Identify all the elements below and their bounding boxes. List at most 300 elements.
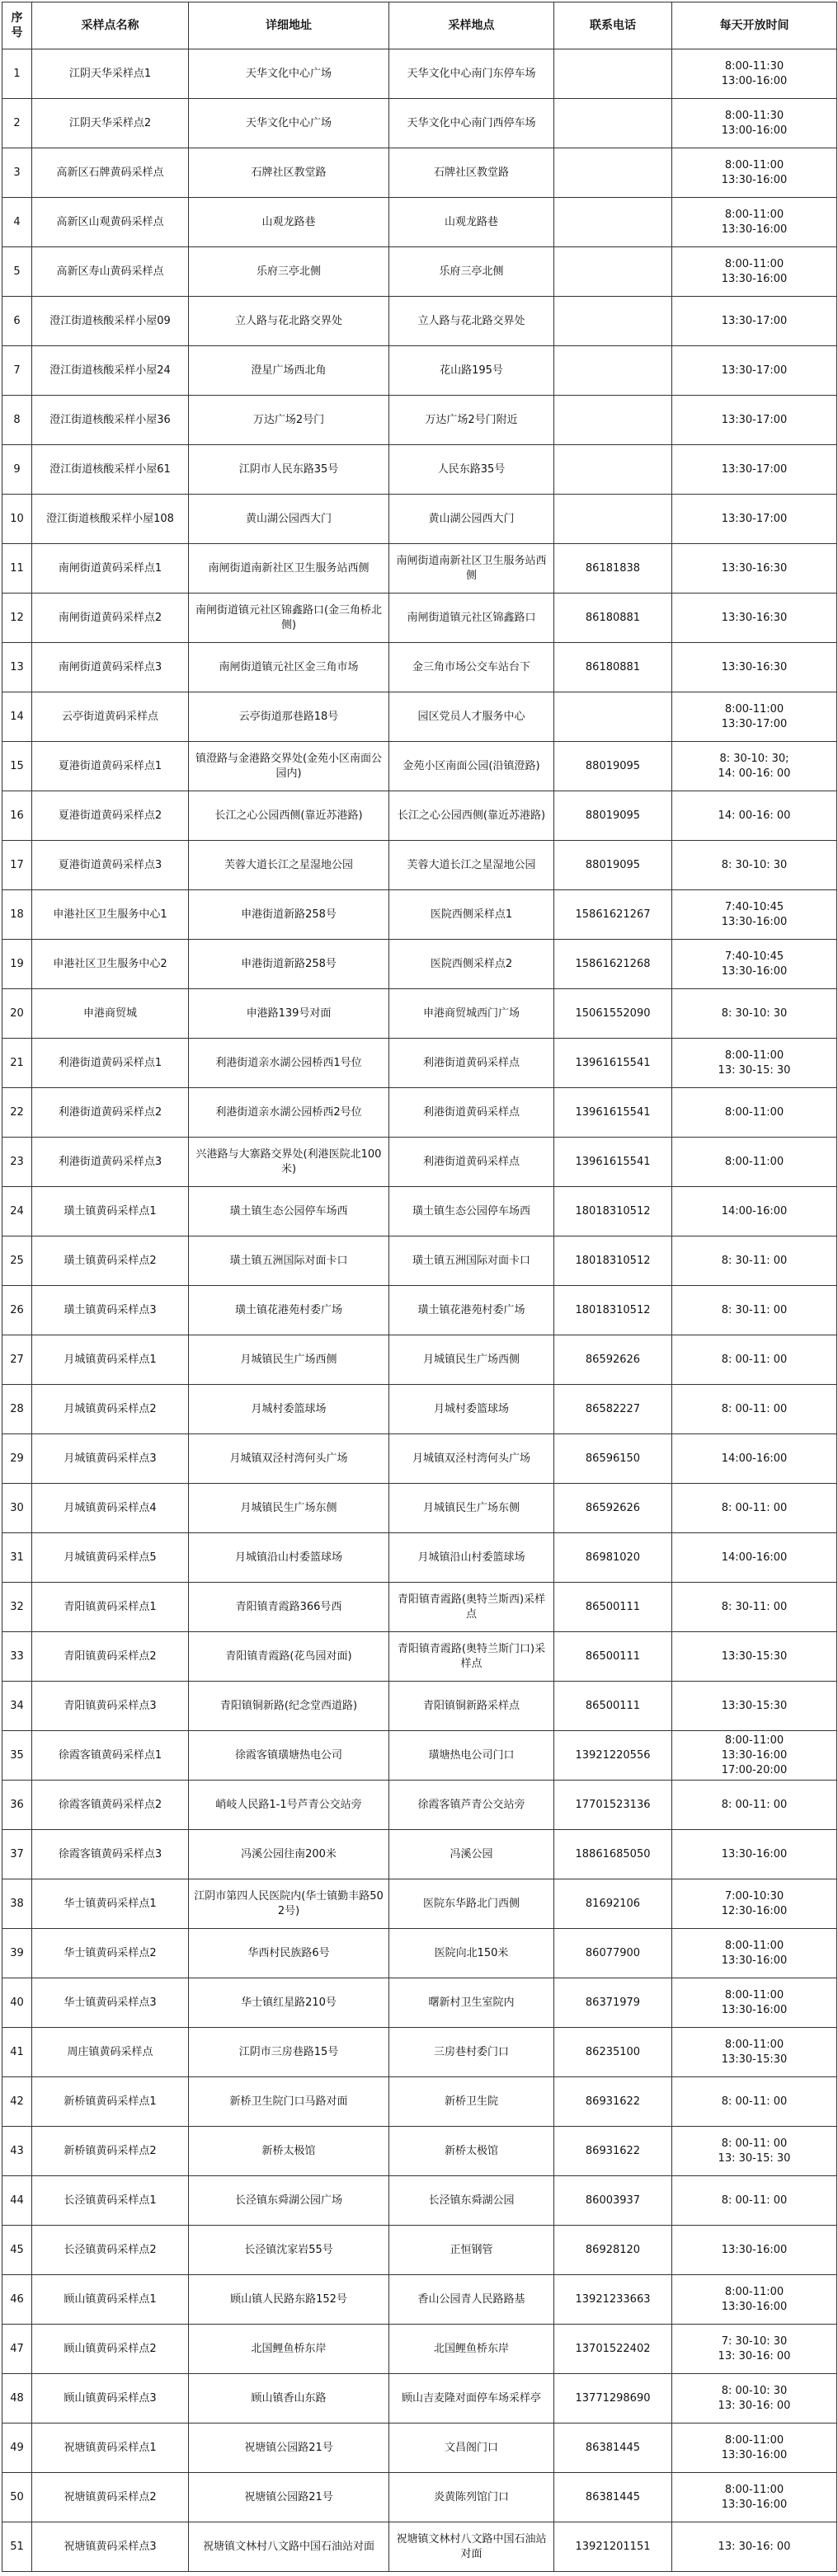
table-row [2,1533,837,1583]
row-index-cell: 5 [2,247,32,297]
site-name-cell: 周庄镇黄码采样点 [32,2028,189,2077]
table-row [2,890,837,940]
address-cell: 山观龙路巷 [189,198,389,247]
hours-cell: 7: 30-10: 30 13: 30-16: 00 [672,2325,837,2374]
address-cell: 镇澄路与金港路交界处(金苑小区南面公园内) [189,742,389,791]
phone-cell: 13771298690 [554,2374,672,2424]
address-cell: 顾山镇香山东路 [189,2374,389,2424]
phone-cell: 13961615541 [554,1138,672,1187]
phone-cell: 86592626 [554,1335,672,1385]
phone-cell: 18018310512 [554,1187,672,1236]
row-index-cell: 12 [2,594,32,643]
hours-cell: 8: 00-11: 00 [672,1781,837,1830]
location-cell: 医院西侧采样点2 [389,940,554,989]
location-cell: 月城村委篮球场 [389,1385,554,1434]
address-cell: 峭岐人民路1-1号芦青公交站旁 [189,1781,389,1830]
site-name-cell: 江阴天华采样点1 [32,49,189,99]
header-index: 序号 [2,2,32,49]
table-row [2,1632,837,1682]
row-index-cell: 42 [2,2077,32,2127]
site-name-cell: 申港社区卫生服务中心2 [32,940,189,989]
location-cell: 黄山湖公园西大门 [389,495,554,544]
site-name-cell: 月城镇黄码采样点2 [32,1385,189,1434]
hours-cell: 8: 30-11: 00 [672,1583,837,1632]
site-name-cell: 祝塘镇黄码采样点3 [32,2522,189,2572]
table-row [2,643,837,692]
hours-cell: 8: 00-11: 00 [672,2176,837,2226]
hours-cell: 8:00-11:00 13:30-16:00 [672,2424,837,2473]
site-name-cell: 华士镇黄码采样点3 [32,1978,189,2028]
site-name-cell: 青阳镇黄码采样点3 [32,1682,189,1731]
address-cell: 石牌社区教堂路 [189,148,389,198]
location-cell: 乐府三亭北侧 [389,247,554,297]
phone-cell: 86931622 [554,2077,672,2127]
phone-cell: 86981020 [554,1533,672,1583]
phone-cell: 88019095 [554,841,672,890]
phone-cell: 88019095 [554,791,672,841]
hours-cell: 13:30-16:30 [672,594,837,643]
site-name-cell: 南闸街道黄码采样点3 [32,643,189,692]
site-name-cell: 徐霞客镇黄码采样点1 [32,1731,189,1781]
phone-cell: 88019095 [554,742,672,791]
address-cell: 云亭街道那巷路18号 [189,692,389,742]
location-cell: 利港街道黄码采样点 [389,1088,554,1138]
row-index-cell: 37 [2,1830,32,1879]
location-cell: 月城镇民生广场东侧 [389,1484,554,1533]
address-cell: 华士镇红星路210号 [189,1978,389,2028]
row-index-cell: 22 [2,1088,32,1138]
hours-cell: 8: 00-11: 00 [672,1484,837,1533]
row-index-cell: 18 [2,890,32,940]
row-index-cell: 3 [2,148,32,198]
hours-cell: 13:30-17:00 [672,445,837,495]
table-row [2,1335,837,1385]
row-index-cell: 45 [2,2226,32,2275]
hours-cell: 13:30-17:00 [672,346,837,396]
row-index-cell: 13 [2,643,32,692]
location-cell: 青阳镇青霞路(奥特兰斯门口)采样点 [389,1632,554,1682]
location-cell: 申港商贸城西门广场 [389,989,554,1039]
table-row [2,297,837,346]
hours-cell: 13:30-15:30 [672,1682,837,1731]
phone-cell: 86003937 [554,2176,672,2226]
table-row [2,2176,837,2226]
site-name-cell: 璜土镇黄码采样点2 [32,1236,189,1286]
location-cell: 利港街道黄码采样点 [389,1138,554,1187]
phone-cell [554,198,672,247]
row-index-cell: 29 [2,1434,32,1484]
hours-cell: 14:00-16:00 [672,1187,837,1236]
location-cell: 月城镇沿山村委篮球场 [389,1533,554,1583]
site-name-cell: 夏港街道黄码采样点1 [32,742,189,791]
row-index-cell: 24 [2,1187,32,1236]
phone-cell: 86235100 [554,2028,672,2077]
address-cell: 月城镇民生广场东侧 [189,1484,389,1533]
site-name-cell: 青阳镇黄码采样点1 [32,1583,189,1632]
table-row [2,2275,837,2325]
phone-cell: 86592626 [554,1484,672,1533]
site-name-cell: 长泾镇黄码采样点1 [32,2176,189,2226]
row-index-cell: 48 [2,2374,32,2424]
hours-cell: 13:30-17:00 [672,495,837,544]
address-cell: 长江之心公园西侧(靠近苏港路) [189,791,389,841]
address-cell: 兴港路与大寨路交界处(利港医院北100米) [189,1138,389,1187]
address-cell: 月城镇民生广场西侧 [189,1335,389,1385]
address-cell: 万达广场2号门 [189,396,389,445]
table-row [2,2374,837,2424]
site-name-cell: 澄江街道核酸采样小屋36 [32,396,189,445]
location-cell: 正恒钢管 [389,2226,554,2275]
site-name-cell: 华士镇黄码采样点2 [32,1929,189,1978]
row-index-cell: 15 [2,742,32,791]
table-row [2,396,837,445]
site-name-cell: 高新区山观黄码采样点 [32,198,189,247]
site-name-cell: 利港街道黄码采样点3 [32,1138,189,1187]
location-cell: 璜土镇生态公园停车场西 [389,1187,554,1236]
site-name-cell: 新桥镇黄码采样点2 [32,2127,189,2176]
site-name-cell: 高新区寿山黄码采样点 [32,247,189,297]
table-row [2,1434,837,1484]
table-row [2,2028,837,2077]
address-cell: 祝塘镇公园路21号 [189,2473,389,2522]
hours-cell: 8:00-11:00 13:30-16:00 [672,247,837,297]
address-cell: 徐霞客镇璜塘热电公司 [189,1731,389,1781]
table-row [2,1731,837,1781]
location-cell: 金苑小区南面公园(沿镇澄路) [389,742,554,791]
address-cell: 申港路139号对面 [189,989,389,1039]
header-address: 详细地址 [189,2,389,49]
row-index-cell: 44 [2,2176,32,2226]
address-cell: 天华文化中心广场 [189,99,389,148]
phone-cell: 86931622 [554,2127,672,2176]
header-site-name: 采样点名称 [32,2,189,49]
phone-cell [554,99,672,148]
site-name-cell: 徐霞客镇黄码采样点3 [32,1830,189,1879]
address-cell: 璜土镇生态公园停车场西 [189,1187,389,1236]
site-name-cell: 云亭街道黄码采样点 [32,692,189,742]
site-name-cell: 璜土镇黄码采样点3 [32,1286,189,1335]
hours-cell: 8:00-11:30 13:00-16:00 [672,49,837,99]
site-name-cell: 高新区石牌黄码采样点 [32,148,189,198]
hours-cell: 8: 30-11: 00 [672,1286,837,1335]
row-index-cell: 31 [2,1533,32,1583]
location-cell: 金三角市场公交车站台下 [389,643,554,692]
table-row [2,247,837,297]
site-name-cell: 月城镇黄码采样点5 [32,1533,189,1583]
phone-cell [554,346,672,396]
hours-cell: 8: 00-11: 00 [672,1385,837,1434]
row-index-cell: 25 [2,1236,32,1286]
address-cell: 利港街道亲水湖公园桥西1号位 [189,1039,389,1088]
table-row [2,692,837,742]
table-row [2,1830,837,1879]
row-index-cell: 6 [2,297,32,346]
site-name-cell: 利港街道黄码采样点1 [32,1039,189,1088]
location-cell: 文昌阁门口 [389,2424,554,2473]
location-cell: 新桥卫生院 [389,2077,554,2127]
row-index-cell: 49 [2,2424,32,2473]
table-row [2,1088,837,1138]
site-name-cell: 月城镇黄码采样点1 [32,1335,189,1385]
table-row [2,544,837,594]
table-row [2,346,837,396]
table-row [2,445,837,495]
phone-cell [554,445,672,495]
table-row [2,99,837,148]
address-cell: 天华文化中心广场 [189,49,389,99]
phone-cell [554,692,672,742]
address-cell: 南闸街道南新社区卫生服务站西侧 [189,544,389,594]
address-cell: 北国鲤鱼桥东岸 [189,2325,389,2374]
table-row [2,2127,837,2176]
table-row [2,841,837,890]
location-cell: 医院西侧采样点1 [389,890,554,940]
site-name-cell: 澄江街道核酸采样小屋09 [32,297,189,346]
table-row [2,1286,837,1335]
phone-cell: 86928120 [554,2226,672,2275]
address-cell: 祝塘镇文林村八文路中国石油站对面 [189,2522,389,2572]
table-row [2,1879,837,1929]
location-cell: 青阳镇铜新路采样点 [389,1682,554,1731]
table-row [2,1781,837,1830]
site-name-cell: 青阳镇黄码采样点2 [32,1632,189,1682]
table-row [2,2077,837,2127]
table-row [2,2473,837,2522]
address-cell: 南闸街道镇元社区锦鑫路口(金三角桥北侧) [189,594,389,643]
phone-cell [554,247,672,297]
hours-cell: 8:00-11:00 13:30-16:00 [672,1929,837,1978]
hours-cell: 13:30-16:00 [672,1830,837,1879]
row-index-cell: 32 [2,1583,32,1632]
phone-cell: 15861621268 [554,940,672,989]
address-cell: 长泾镇东舜湖公园广场 [189,2176,389,2226]
phone-cell: 18018310512 [554,1286,672,1335]
phone-cell: 81692106 [554,1879,672,1929]
hours-cell: 14: 00-16: 00 [672,791,837,841]
table-row [2,1039,837,1088]
address-cell: 璜土镇花港苑村委广场 [189,1286,389,1335]
row-index-cell: 43 [2,2127,32,2176]
hours-cell: 8:00-11:00 13:30-16:00 [672,148,837,198]
location-cell: 祝塘镇文林村八文路中国石油站对面 [389,2522,554,2572]
hours-cell: 13:30-17:00 [672,297,837,346]
site-name-cell: 华士镇黄码采样点1 [32,1879,189,1929]
location-cell: 月城镇民生广场西侧 [389,1335,554,1385]
row-index-cell: 21 [2,1039,32,1088]
phone-cell: 13961615541 [554,1039,672,1088]
location-cell: 利港街道黄码采样点 [389,1039,554,1088]
table-row [2,742,837,791]
location-cell: 青阳镇青霞路(奥特兰斯西)采样点 [389,1583,554,1632]
row-index-cell: 7 [2,346,32,396]
address-cell: 月城村委篮球场 [189,1385,389,1434]
row-index-cell: 16 [2,791,32,841]
phone-cell [554,495,672,544]
row-index-cell: 47 [2,2325,32,2374]
location-cell: 医院向北150米 [389,1929,554,1978]
hours-cell: 8: 30-10: 30 [672,841,837,890]
location-cell: 北国鲤鱼桥东岸 [389,2325,554,2374]
table-row [2,1583,837,1632]
hours-cell: 8: 00-11: 00 13: 30-15: 30 [672,2127,837,2176]
row-index-cell: 9 [2,445,32,495]
phone-cell: 86582227 [554,1385,672,1434]
hours-cell: 13:30-16:30 [672,544,837,594]
hours-cell: 7:00-10:30 12:30-16:00 [672,1879,837,1929]
address-cell: 江阴市三房巷路15号 [189,2028,389,2077]
phone-cell [554,297,672,346]
site-name-cell: 澄江街道核酸采样小屋61 [32,445,189,495]
hours-cell: 8: 30-10: 30 [672,989,837,1039]
row-index-cell: 8 [2,396,32,445]
hours-cell: 8: 00-11: 00 [672,1335,837,1385]
site-name-cell: 祝塘镇黄码采样点1 [32,2424,189,2473]
phone-cell: 13701522402 [554,2325,672,2374]
header-location: 采样地点 [389,2,554,49]
location-cell: 人民东路35号 [389,445,554,495]
table-row [2,2226,837,2275]
table-row [2,148,837,198]
location-cell: 石牌社区教堂路 [389,148,554,198]
address-cell: 月城镇沿山村委篮球场 [189,1533,389,1583]
site-name-cell: 新桥镇黄码采样点1 [32,2077,189,2127]
phone-cell: 13961615541 [554,1088,672,1138]
row-index-cell: 19 [2,940,32,989]
table-row [2,1385,837,1434]
table-row [2,2522,837,2572]
row-index-cell: 10 [2,495,32,544]
row-index-cell: 34 [2,1682,32,1731]
address-cell: 芙蓉大道长江之星湿地公园 [189,841,389,890]
sampling-sites-table [2,2,837,2572]
location-cell: 炎黄陈列馆门口 [389,2473,554,2522]
address-cell: 新桥卫生院门口马路对面 [189,2077,389,2127]
phone-cell [554,49,672,99]
row-index-cell: 11 [2,544,32,594]
hours-cell: 8: 00-10: 30 13: 30-16: 00 [672,2374,837,2424]
site-name-cell: 月城镇黄码采样点4 [32,1484,189,1533]
location-cell: 长泾镇东舜湖公园 [389,2176,554,2226]
address-cell: 华西村民族路6号 [189,1929,389,1978]
site-name-cell: 南闸街道黄码采样点1 [32,544,189,594]
row-index-cell: 30 [2,1484,32,1533]
table-row [2,2325,837,2374]
site-name-cell: 月城镇黄码采样点3 [32,1434,189,1484]
location-cell: 冯溪公园 [389,1830,554,1879]
phone-cell: 17701523136 [554,1781,672,1830]
address-cell: 璜土镇五洲国际对面卡口 [189,1236,389,1286]
site-name-cell: 顾山镇黄码采样点3 [32,2374,189,2424]
site-name-cell: 夏港街道黄码采样点2 [32,791,189,841]
row-index-cell: 35 [2,1731,32,1781]
table-row [2,495,837,544]
phone-cell: 13921220556 [554,1731,672,1781]
location-cell: 医院东华路北门西侧 [389,1879,554,1929]
hours-cell: 13:30-15:30 [672,1632,837,1682]
site-name-cell: 澄江街道核酸采样小屋24 [32,346,189,396]
table-row [2,198,837,247]
address-cell: 长泾镇沈家岩55号 [189,2226,389,2275]
header-phone: 联系电话 [554,2,672,49]
site-name-cell: 长泾镇黄码采样点2 [32,2226,189,2275]
phone-cell: 86180881 [554,594,672,643]
row-index-cell: 39 [2,1929,32,1978]
row-index-cell: 41 [2,2028,32,2077]
row-index-cell: 17 [2,841,32,890]
phone-cell: 86500111 [554,1632,672,1682]
address-cell: 青阳镇青霞路366号西 [189,1583,389,1632]
location-cell: 南闸街道镇元社区锦鑫路口 [389,594,554,643]
row-index-cell: 14 [2,692,32,742]
phone-cell: 86381445 [554,2424,672,2473]
table-row [2,1138,837,1187]
hours-cell: 8:00-11:00 [672,1138,837,1187]
address-cell: 江阴市第四人民医院内(华士镇勤丰路502号) [189,1879,389,1929]
phone-cell: 86500111 [554,1583,672,1632]
table-row [2,1929,837,1978]
phone-cell: 86596150 [554,1434,672,1484]
hours-cell: 8:00-11:00 [672,1088,837,1138]
address-cell: 江阴市人民东路35号 [189,445,389,495]
address-cell: 青阳镇青霞路(花鸟园对面) [189,1632,389,1682]
hours-cell: 8: 30-10: 30; 14: 00-16: 00 [672,742,837,791]
row-index-cell: 28 [2,1385,32,1434]
hours-cell: 8: 30-11: 00 [672,1236,837,1286]
phone-cell: 18018310512 [554,1236,672,1286]
site-name-cell: 顾山镇黄码采样点1 [32,2275,189,2325]
address-cell: 月城镇双泾村湾何头广场 [189,1434,389,1484]
location-cell: 芙蓉大道长江之星湿地公园 [389,841,554,890]
table-row [2,791,837,841]
location-cell: 南闸街道南新社区卫生服务站西侧 [389,544,554,594]
row-index-cell: 40 [2,1978,32,2028]
hours-cell: 8:00-11:00 13:30-17:00 [672,692,837,742]
row-index-cell: 51 [2,2522,32,2572]
address-cell: 新桥太极馆 [189,2127,389,2176]
row-index-cell: 1 [2,49,32,99]
phone-cell [554,148,672,198]
table-row [2,594,837,643]
hours-cell: 8:00-11:00 13:30-16:00 [672,1978,837,2028]
phone-cell: 86371979 [554,1978,672,2028]
table-row [2,2424,837,2473]
location-cell: 顾山吉麦隆对面停车场采样亭 [389,2374,554,2424]
table-row [2,989,837,1039]
location-cell: 三房巷村委门口 [389,2028,554,2077]
hours-cell: 13:30-16:30 [672,643,837,692]
address-cell: 利港街道亲水湖公园桥西2号位 [189,1088,389,1138]
location-cell: 曙新村卫生室院内 [389,1978,554,2028]
location-cell: 新桥太极馆 [389,2127,554,2176]
address-cell: 澄星广场西北角 [189,346,389,396]
table-header-row [2,2,837,49]
location-cell: 天华文化中心南门东停车场 [389,49,554,99]
hours-cell: 8:00-11:00 13: 30-15: 30 [672,1039,837,1088]
hours-cell: 14:00-16:00 [672,1434,837,1484]
hours-cell: 13:30-16:00 [672,2226,837,2275]
address-cell: 申港街道新路258号 [189,890,389,940]
table-body [2,49,837,2572]
location-cell: 香山公园青人民路路基 [389,2275,554,2325]
address-cell: 黄山湖公园西大门 [189,495,389,544]
location-cell: 山观龙路巷 [389,198,554,247]
row-index-cell: 50 [2,2473,32,2522]
hours-cell: 8:00-11:00 13:30-16:00 [672,198,837,247]
location-cell: 天华文化中心南门西停车场 [389,99,554,148]
phone-cell [554,396,672,445]
address-cell: 顾山镇人民路东路152号 [189,2275,389,2325]
row-index-cell: 23 [2,1138,32,1187]
